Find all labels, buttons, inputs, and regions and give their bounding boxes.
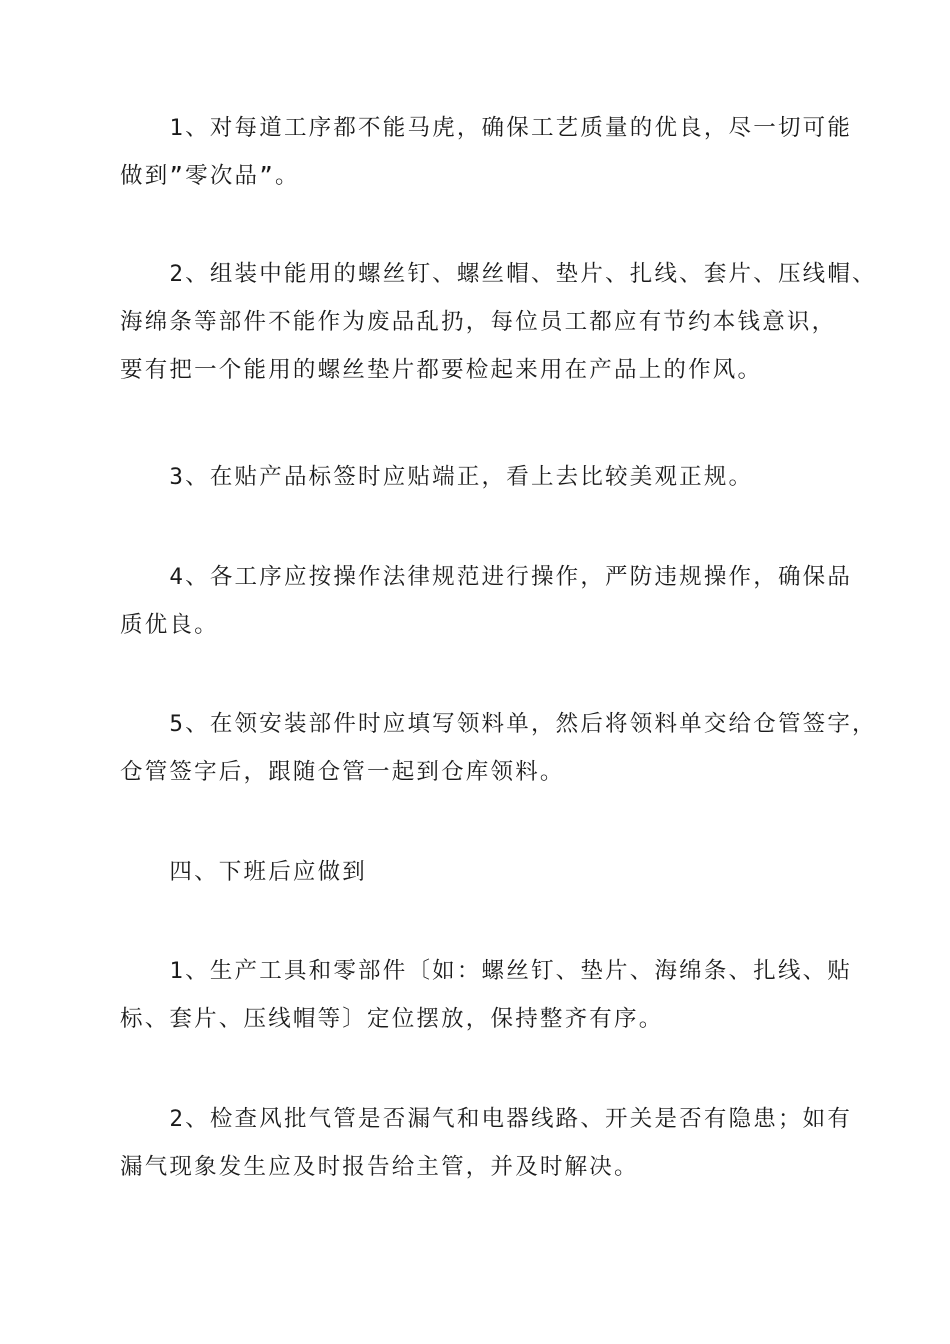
paragraph-item-1 — [120, 104, 853, 200]
paragraph-item-3 — [120, 453, 840, 501]
paragraph-line: 海绵条等部件不能作为废品乱扔，每位员工都应有节约本钱意识， — [120, 309, 837, 335]
paragraph-item-2 — [120, 250, 877, 394]
paragraph-line: 做到”零次品”。 — [120, 163, 300, 189]
paragraph-item-7 — [120, 1095, 853, 1191]
paragraph-line: 要有把一个能用的螺丝垫片都要检起来用在产品上的作风。 — [120, 357, 763, 383]
heading-line: 四、下班后应做到 — [120, 859, 368, 885]
paragraph-line: 仓管签字后，跟随仓管一起到仓库领料。 — [120, 759, 565, 785]
paragraph-line: 漏气现象发生应及时报告给主管，并及时解决。 — [120, 1154, 639, 1180]
paragraph-line: 5、在领安装部件时应填写领料单，然后将领料单交给仓管签字， — [120, 711, 877, 737]
paragraph-item-5 — [120, 700, 877, 796]
paragraph-line: 4、各工序应按操作法律规范进行操作，严防违规操作，确保品 — [120, 564, 853, 590]
paragraph-item-4 — [120, 553, 853, 649]
paragraph-line: 2、检查风批气管是否漏气和电器线路、开关是否有隐患；如有 — [120, 1106, 853, 1132]
paragraph-line: 1、生产工具和零部件〔如：螺丝钉、垫片、海绵条、扎线、贴 — [120, 958, 853, 984]
paragraph-line: 3、在贴产品标签时应贴端正，看上去比较美观正规。 — [120, 464, 754, 490]
paragraph-line: 质优良。 — [120, 612, 219, 638]
section-heading — [120, 848, 840, 896]
paragraph-line: 标、套片、压线帽等〕定位摆放，保持整齐有序。 — [120, 1006, 664, 1032]
paragraph-line: 2、组装中能用的螺丝钉、螺丝帽、垫片、扎线、套片、压线帽、 — [120, 261, 877, 287]
paragraph-item-6 — [120, 947, 853, 1043]
paragraph-line: 1、对每道工序都不能马虎，确保工艺质量的优良，尽一切可能 — [120, 115, 853, 141]
